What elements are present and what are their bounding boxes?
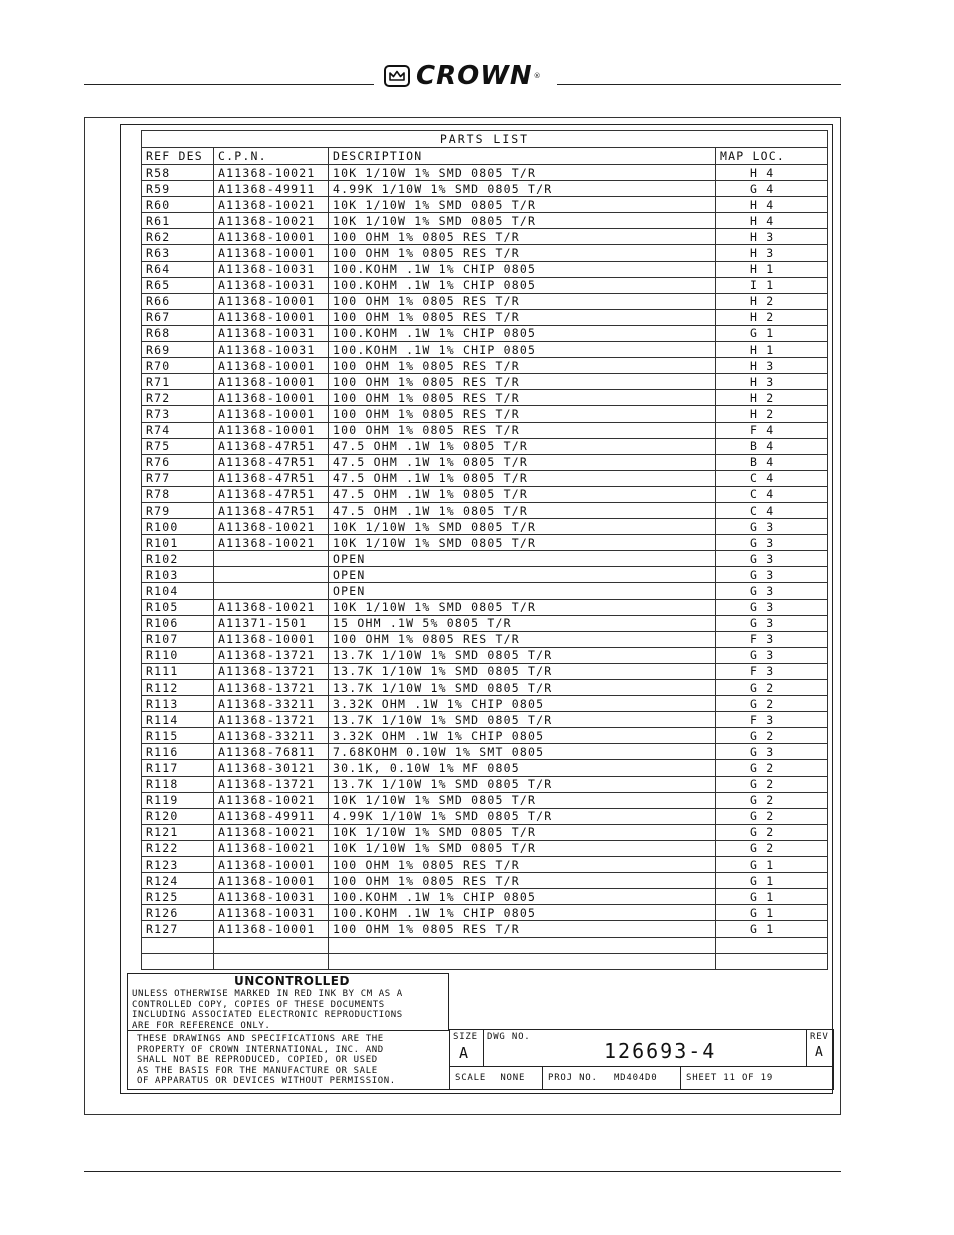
cell-map-loc: H 3 <box>716 245 828 261</box>
cell-cpn: A11368-10001 <box>214 390 329 406</box>
cell-map-loc: G 2 <box>716 696 828 712</box>
table-row <box>142 953 828 969</box>
uncontrolled-line: INCLUDING ASSOCIATED ELECTRONIC REPRODUCTIONS <box>132 1010 403 1020</box>
notice-line: THESE DRAWINGS AND SPECIFICATIONS ARE THE <box>137 1034 384 1044</box>
column-header-ref-des: REF DES <box>142 148 214 165</box>
table-row <box>142 277 828 293</box>
table-row <box>142 808 828 824</box>
cell-description: 10K 1/10W 1% SMD 0805 T/R <box>329 213 716 229</box>
cell-description: 100.KOHM .1W 1% CHIP 0805 <box>329 342 716 358</box>
cell-description: 4.99K 1/10W 1% SMD 0805 T/R <box>329 808 716 824</box>
cell-description: 10K 1/10W 1% SMD 0805 T/R <box>329 519 716 535</box>
cell-description: 3.32K OHM .1W 1% CHIP 0805 <box>329 728 716 744</box>
table-row <box>142 760 828 776</box>
table-row <box>142 293 828 309</box>
notice-line: PROPERTY OF CROWN INTERNATIONAL, INC. AND <box>137 1044 384 1055</box>
table-row <box>142 792 828 808</box>
cell-cpn: A11368-47R51 <box>214 502 329 518</box>
cell-description: OPEN <box>329 567 716 583</box>
cell-ref-des: R118 <box>142 776 214 792</box>
proj-label: PROJ NO. <box>548 1073 598 1083</box>
cell-description: 100 OHM 1% 0805 RES T/R <box>329 374 716 390</box>
uncontrolled-notice <box>127 973 449 1031</box>
table-row <box>142 647 828 663</box>
cell-map-loc: H 4 <box>716 197 828 213</box>
cell-map-loc: H 2 <box>716 390 828 406</box>
drawing-number: 126693-4 <box>604 1039 717 1063</box>
footer-rule <box>84 1171 841 1172</box>
table-row <box>142 165 828 181</box>
cell-cpn: A11368-13721 <box>214 663 329 679</box>
cell-map-loc: G 2 <box>716 680 828 696</box>
cell-cpn: A11368-10031 <box>214 261 329 277</box>
cell-description: 30.1K, 0.10W 1% MF 0805 <box>329 760 716 776</box>
cell-ref-des: R59 <box>142 181 214 197</box>
cell-ref-des: R60 <box>142 197 214 213</box>
cell-description: 100 OHM 1% 0805 RES T/R <box>329 406 716 422</box>
parts-list-title: PARTS LIST <box>142 131 828 148</box>
cell-map-loc: G 3 <box>716 519 828 535</box>
proj-value: MD404D0 <box>613 1073 658 1083</box>
cell-map-loc: H 1 <box>716 261 828 277</box>
cell-ref-des: R68 <box>142 325 214 341</box>
cell-description: 13.7K 1/10W 1% SMD 0805 T/R <box>329 680 716 696</box>
cell-ref-des: R73 <box>142 406 214 422</box>
cell-map-loc: G 3 <box>716 599 828 615</box>
cell-description: 13.7K 1/10W 1% SMD 0805 T/R <box>329 712 716 728</box>
cell-description: 3.32K OHM .1W 1% CHIP 0805 <box>329 696 716 712</box>
cell-cpn: A11368-49911 <box>214 181 329 197</box>
cell-map-loc: C 4 <box>716 470 828 486</box>
uncontrolled-line: ARE FOR REFERENCE ONLY. <box>132 1020 271 1031</box>
cell-cpn: A11368-10001 <box>214 857 329 873</box>
scale-value: NONE <box>500 1073 526 1083</box>
cell-description: 100 OHM 1% 0805 RES T/R <box>329 631 716 647</box>
cell-map-loc: F 3 <box>716 663 828 679</box>
cell-map-loc: G 2 <box>716 808 828 824</box>
notice-line: SHALL NOT BE REPRODUCED, COPIED, OR USED <box>137 1055 378 1065</box>
cell-description: OPEN <box>329 551 716 567</box>
cell-description: 100 OHM 1% 0805 RES T/R <box>329 229 716 245</box>
cell-description <box>329 953 716 969</box>
table-row <box>142 631 828 647</box>
cell-map-loc: G 3 <box>716 551 828 567</box>
cell-description: 100 OHM 1% 0805 RES T/R <box>329 293 716 309</box>
cell-ref-des: R77 <box>142 470 214 486</box>
cell-description: OPEN <box>329 583 716 599</box>
cell-description: 100 OHM 1% 0805 RES T/R <box>329 422 716 438</box>
table-row <box>142 486 828 502</box>
cell-cpn: A11368-10021 <box>214 535 329 551</box>
cell-cpn: A11368-10001 <box>214 229 329 245</box>
cell-cpn: A11368-10001 <box>214 631 329 647</box>
cell-map-loc: C 4 <box>716 486 828 502</box>
table-row <box>142 245 828 261</box>
cell-ref-des: R63 <box>142 245 214 261</box>
cell-cpn: A11368-10021 <box>214 792 329 808</box>
cell-cpn: A11368-47R51 <box>214 486 329 502</box>
cell-ref-des: R101 <box>142 535 214 551</box>
cell-description: 13.7K 1/10W 1% SMD 0805 T/R <box>329 663 716 679</box>
cell-ref-des: R125 <box>142 889 214 905</box>
cell-cpn: A11368-10001 <box>214 873 329 889</box>
cell-ref-des: R123 <box>142 857 214 873</box>
cell-ref-des: R120 <box>142 808 214 824</box>
cell-map-loc: G 1 <box>716 921 828 937</box>
cell-description: 100.KOHM .1W 1% CHIP 0805 <box>329 261 716 277</box>
cell-map-loc: I 1 <box>716 277 828 293</box>
cell-description: 47.5 OHM .1W 1% 0805 T/R <box>329 502 716 518</box>
cell-description: 15 OHM .1W 5% 0805 T/R <box>329 615 716 631</box>
table-row <box>142 663 828 679</box>
cell-description: 10K 1/10W 1% SMD 0805 T/R <box>329 840 716 856</box>
cell-map-loc: G 1 <box>716 873 828 889</box>
table-row <box>142 261 828 277</box>
cell-cpn: A11368-33211 <box>214 696 329 712</box>
cell-cpn: A11368-13721 <box>214 712 329 728</box>
cell-cpn <box>214 953 329 969</box>
cell-ref-des: R121 <box>142 824 214 840</box>
cell-ref-des: R78 <box>142 486 214 502</box>
cell-cpn: A11368-10021 <box>214 840 329 856</box>
cell-ref-des: R126 <box>142 905 214 921</box>
table-row <box>142 921 828 937</box>
cell-description: 10K 1/10W 1% SMD 0805 T/R <box>329 824 716 840</box>
cell-cpn: A11368-10001 <box>214 406 329 422</box>
column-header-cpn: C.P.N. <box>214 148 329 165</box>
cell-description: 47.5 OHM .1W 1% 0805 T/R <box>329 438 716 454</box>
cell-ref-des: R58 <box>142 165 214 181</box>
cell-description: 13.7K 1/10W 1% SMD 0805 T/R <box>329 647 716 663</box>
cell-map-loc: H 4 <box>716 213 828 229</box>
table-row <box>142 889 828 905</box>
cell-description: 100 OHM 1% 0805 RES T/R <box>329 309 716 325</box>
title-block <box>449 1029 834 1090</box>
cell-ref-des: R107 <box>142 631 214 647</box>
cell-map-loc: G 2 <box>716 760 828 776</box>
cell-cpn: A11368-10001 <box>214 422 329 438</box>
cell-description: 100 OHM 1% 0805 RES T/R <box>329 358 716 374</box>
table-row <box>142 374 828 390</box>
property-notice <box>127 1031 450 1090</box>
table-row <box>142 615 828 631</box>
cell-cpn: A11368-30121 <box>214 760 329 776</box>
cell-cpn: A11368-10001 <box>214 358 329 374</box>
cell-map-loc: G 1 <box>716 889 828 905</box>
cell-map-loc: G 2 <box>716 776 828 792</box>
table-row <box>142 213 828 229</box>
cell-ref-des: R69 <box>142 342 214 358</box>
cell-ref-des: R113 <box>142 696 214 712</box>
cell-description: 10K 1/10W 1% SMD 0805 T/R <box>329 792 716 808</box>
cell-ref-des: R61 <box>142 213 214 229</box>
uncontrolled-line: CONTROLLED COPY, COPIES OF THESE DOCUMENTS <box>132 999 385 1010</box>
cell-map-loc: G 3 <box>716 567 828 583</box>
table-row <box>142 551 828 567</box>
table-row <box>142 583 828 599</box>
cell-cpn: A11368-10001 <box>214 245 329 261</box>
cell-description: 100 OHM 1% 0805 RES T/R <box>329 245 716 261</box>
cell-description: 100.KOHM .1W 1% CHIP 0805 <box>329 277 716 293</box>
sheet-text: SHEET 11 OF 19 <box>686 1073 774 1083</box>
cell-description: 47.5 OHM .1W 1% 0805 T/R <box>329 454 716 470</box>
cell-description: 10K 1/10W 1% SMD 0805 T/R <box>329 165 716 181</box>
table-row <box>142 342 828 358</box>
cell-ref-des: R114 <box>142 712 214 728</box>
uncontrolled-title: UNCONTROLLED <box>234 974 350 988</box>
cell-map-loc: G 1 <box>716 905 828 921</box>
cell-ref-des <box>142 953 214 969</box>
table-row <box>142 390 828 406</box>
table-row <box>142 502 828 518</box>
table-row <box>142 535 828 551</box>
table-row <box>142 873 828 889</box>
cell-cpn: A11368-10021 <box>214 599 329 615</box>
cell-description: 4.99K 1/10W 1% SMD 0805 T/R <box>329 181 716 197</box>
table-row <box>142 422 828 438</box>
cell-cpn: A11368-10021 <box>214 213 329 229</box>
cell-ref-des: R72 <box>142 390 214 406</box>
cell-ref-des: R104 <box>142 583 214 599</box>
table-row <box>142 905 828 921</box>
cell-cpn: A11368-47R51 <box>214 454 329 470</box>
table-row <box>142 744 828 760</box>
crown-icon <box>384 65 410 87</box>
cell-map-loc: G 3 <box>716 615 828 631</box>
cell-cpn <box>214 937 329 953</box>
cell-cpn: A11368-10031 <box>214 905 329 921</box>
table-row <box>142 712 828 728</box>
cell-cpn: A11368-10001 <box>214 293 329 309</box>
cell-ref-des: R111 <box>142 663 214 679</box>
cell-ref-des: R117 <box>142 760 214 776</box>
cell-description: 100 OHM 1% 0805 RES T/R <box>329 857 716 873</box>
scale-cell <box>450 1067 543 1089</box>
cell-ref-des: R116 <box>142 744 214 760</box>
cell-ref-des: R127 <box>142 921 214 937</box>
cell-ref-des: R65 <box>142 277 214 293</box>
cell-cpn: A11368-10021 <box>214 197 329 213</box>
cell-cpn: A11368-33211 <box>214 728 329 744</box>
cell-map-loc: G 3 <box>716 647 828 663</box>
cell-map-loc: G 1 <box>716 857 828 873</box>
cell-cpn: A11368-47R51 <box>214 470 329 486</box>
cell-cpn: A11368-47R51 <box>214 438 329 454</box>
table-row <box>142 857 828 873</box>
cell-map-loc <box>716 953 828 969</box>
cell-map-loc: G 1 <box>716 325 828 341</box>
cell-map-loc: G 3 <box>716 744 828 760</box>
table-row <box>142 696 828 712</box>
cell-map-loc: H 2 <box>716 293 828 309</box>
uncontrolled-line: UNLESS OTHERWISE MARKED IN RED INK BY CM AS A <box>132 989 403 999</box>
cell-map-loc: H 3 <box>716 229 828 245</box>
cell-ref-des: R122 <box>142 840 214 856</box>
size-label: SIZE <box>453 1032 478 1042</box>
cell-map-loc: H 4 <box>716 165 828 181</box>
cell-description: 100.KOHM .1W 1% CHIP 0805 <box>329 889 716 905</box>
cell-map-loc: G 4 <box>716 181 828 197</box>
table-row <box>142 229 828 245</box>
cell-cpn <box>214 567 329 583</box>
cell-cpn: A11368-10001 <box>214 374 329 390</box>
cell-cpn: A11368-49911 <box>214 808 329 824</box>
cell-description <box>329 937 716 953</box>
table-row <box>142 728 828 744</box>
dwg-label: DWG NO. <box>487 1032 531 1042</box>
sheet-cell <box>681 1067 833 1089</box>
cell-description: 100.KOHM .1W 1% CHIP 0805 <box>329 325 716 341</box>
table-row <box>142 454 828 470</box>
table-row <box>142 776 828 792</box>
cell-ref-des: R64 <box>142 261 214 277</box>
cell-description: 7.68KOHM 0.10W 1% SMT 0805 <box>329 744 716 760</box>
project-cell <box>543 1067 681 1089</box>
cell-ref-des: R110 <box>142 647 214 663</box>
cell-ref-des: R67 <box>142 309 214 325</box>
cell-ref-des: R79 <box>142 502 214 518</box>
cell-cpn: A11371-1501 <box>214 615 329 631</box>
cell-ref-des: R76 <box>142 454 214 470</box>
cell-cpn: A11368-10031 <box>214 277 329 293</box>
table-row <box>142 197 828 213</box>
cell-description: 100 OHM 1% 0805 RES T/R <box>329 390 716 406</box>
table-row <box>142 470 828 486</box>
cell-description: 100 OHM 1% 0805 RES T/R <box>329 921 716 937</box>
cell-map-loc: C 4 <box>716 502 828 518</box>
cell-map-loc: B 4 <box>716 438 828 454</box>
cell-ref-des: R105 <box>142 599 214 615</box>
cell-description: 10K 1/10W 1% SMD 0805 T/R <box>329 535 716 551</box>
cell-map-loc: F 3 <box>716 712 828 728</box>
cell-cpn: A11368-10031 <box>214 325 329 341</box>
cell-map-loc: G 3 <box>716 583 828 599</box>
cell-ref-des: R124 <box>142 873 214 889</box>
cell-map-loc: F 3 <box>716 631 828 647</box>
cell-map-loc: G 2 <box>716 728 828 744</box>
notice-line: OF APPARATUS OR DEVICES WITHOUT PERMISSION. <box>137 1076 396 1086</box>
parts-list-body <box>142 165 828 970</box>
cell-ref-des: R102 <box>142 551 214 567</box>
notice-line: AS THE BASIS FOR THE MANUFACTURE OR SALE <box>137 1065 378 1076</box>
cell-cpn: A11368-13721 <box>214 680 329 696</box>
cell-ref-des: R112 <box>142 680 214 696</box>
cell-map-loc: G 2 <box>716 840 828 856</box>
cell-cpn: A11368-76811 <box>214 744 329 760</box>
cell-cpn: A11368-10001 <box>214 921 329 937</box>
scale-label: SCALE <box>455 1073 487 1083</box>
cell-cpn: A11368-10021 <box>214 165 329 181</box>
table-row <box>142 937 828 953</box>
cell-cpn: A11368-13721 <box>214 647 329 663</box>
cell-map-loc: B 4 <box>716 454 828 470</box>
cell-ref-des: R119 <box>142 792 214 808</box>
cell-description: 100.KOHM .1W 1% CHIP 0805 <box>329 905 716 921</box>
cell-map-loc: G 2 <box>716 792 828 808</box>
table-row <box>142 680 828 696</box>
cell-ref-des: R103 <box>142 567 214 583</box>
column-header-map-loc: MAP LOC. <box>716 148 828 165</box>
cell-description: 10K 1/10W 1% SMD 0805 T/R <box>329 197 716 213</box>
header-rule-left <box>84 84 374 85</box>
table-row <box>142 599 828 615</box>
crown-logo <box>384 63 541 89</box>
cell-map-loc: G 2 <box>716 824 828 840</box>
size-value: A <box>459 1044 469 1062</box>
cell-ref-des: R66 <box>142 293 214 309</box>
table-row <box>142 309 828 325</box>
table-row <box>142 567 828 583</box>
cell-map-loc: G 3 <box>716 535 828 551</box>
cell-description: 47.5 OHM .1W 1% 0805 T/R <box>329 470 716 486</box>
cell-map-loc: H 2 <box>716 309 828 325</box>
table-row <box>142 824 828 840</box>
table-row <box>142 519 828 535</box>
table-row <box>142 406 828 422</box>
size-cell <box>450 1030 484 1067</box>
table-row <box>142 438 828 454</box>
cell-ref-des: R106 <box>142 615 214 631</box>
cell-description: 13.7K 1/10W 1% SMD 0805 T/R <box>329 776 716 792</box>
table-row <box>142 358 828 374</box>
drawing-number-cell <box>484 1030 807 1067</box>
table-row <box>142 840 828 856</box>
table-row <box>142 325 828 341</box>
cell-cpn: A11368-10021 <box>214 519 329 535</box>
rev-label: REV <box>810 1032 829 1042</box>
cell-ref-des: R70 <box>142 358 214 374</box>
cell-map-loc: H 3 <box>716 374 828 390</box>
cell-map-loc: H 1 <box>716 342 828 358</box>
cell-ref-des: R62 <box>142 229 214 245</box>
header-rule-right <box>557 84 841 85</box>
registered-mark: ® <box>533 72 541 80</box>
cell-map-loc <box>716 937 828 953</box>
column-header-description: DESCRIPTION <box>329 148 716 165</box>
cell-map-loc: H 2 <box>716 406 828 422</box>
parts-list-table <box>141 130 828 970</box>
cell-description: 47.5 OHM .1W 1% 0805 T/R <box>329 486 716 502</box>
cell-ref-des: R71 <box>142 374 214 390</box>
cell-map-loc: F 4 <box>716 422 828 438</box>
revision-cell <box>807 1030 833 1067</box>
cell-ref-des: R75 <box>142 438 214 454</box>
cell-cpn: A11368-10031 <box>214 342 329 358</box>
cell-ref-des: R115 <box>142 728 214 744</box>
cell-description: 10K 1/10W 1% SMD 0805 T/R <box>329 599 716 615</box>
cell-description: 100 OHM 1% 0805 RES T/R <box>329 873 716 889</box>
table-row <box>142 181 828 197</box>
cell-cpn <box>214 583 329 599</box>
parts-list-header <box>142 148 828 165</box>
cell-ref-des: R100 <box>142 519 214 535</box>
cell-cpn: A11368-13721 <box>214 776 329 792</box>
brand-name: CROWN <box>416 61 533 91</box>
cell-ref-des: R74 <box>142 422 214 438</box>
cell-ref-des <box>142 937 214 953</box>
cell-cpn <box>214 551 329 567</box>
rev-value: A <box>815 1045 823 1060</box>
cell-cpn: A11368-10021 <box>214 824 329 840</box>
cell-cpn: A11368-10001 <box>214 309 329 325</box>
cell-cpn: A11368-10031 <box>214 889 329 905</box>
cell-map-loc: H 3 <box>716 358 828 374</box>
